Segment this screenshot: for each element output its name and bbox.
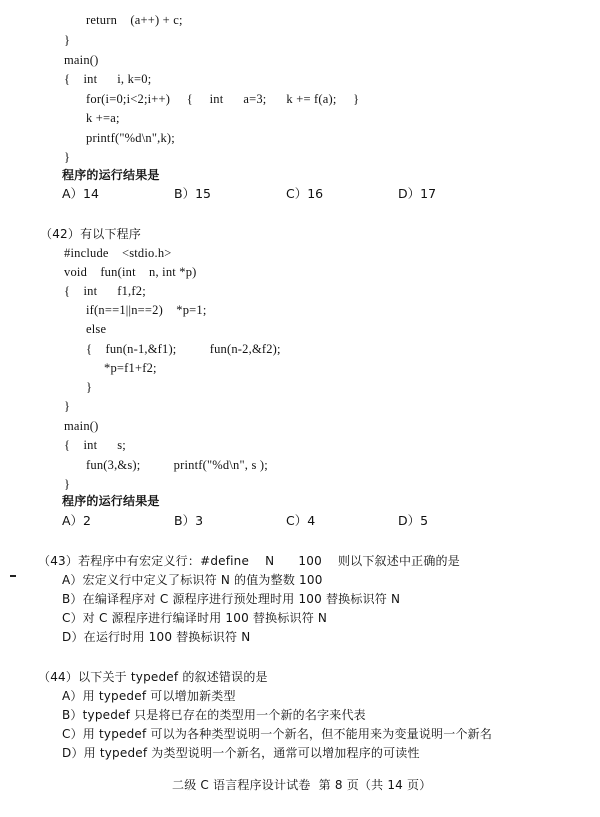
code-line: return (a++) + c; xyxy=(86,13,183,27)
code-line: printf("%d\n",k); xyxy=(86,131,175,145)
code-line: main() xyxy=(64,419,99,433)
code-line: if(n==1||n==2) *p=1; xyxy=(86,303,207,317)
q43-heading: （43）若程序中有宏定义行：#define N 100 则以下叙述中正确的是 xyxy=(38,554,460,568)
option-d: D）用 typedef 为类型说明一个新名，通常可以增加程序的可读性 xyxy=(62,746,420,760)
q42-options xyxy=(62,513,562,529)
option-c: C）4 xyxy=(286,513,316,528)
code-line: #include <stdio.h> xyxy=(64,246,172,260)
code-line: } xyxy=(64,477,71,491)
page-footer: 二级 C 语言程序设计试卷 第 8 页（共 14 页） xyxy=(172,778,432,792)
option-b: B）15 xyxy=(174,186,211,201)
option-d: D）5 xyxy=(398,513,429,528)
option-a: A）用 typedef 可以增加新类型 xyxy=(62,689,236,703)
option-b: B）在编译程序对 C 源程序进行预处理时用 100 替换标识符 N xyxy=(62,592,401,606)
code-line: else xyxy=(86,322,107,336)
option-c: C）16 xyxy=(286,186,324,201)
scan-speck xyxy=(10,575,16,577)
code-line: { int f1,f2; xyxy=(64,284,146,298)
option-a: A）2 xyxy=(62,513,92,528)
option-c: C）对 C 源程序进行编译时用 100 替换标识符 N xyxy=(62,611,328,625)
code-line: } xyxy=(64,33,71,47)
code-line: { fun(n-1,&f1); fun(n-2,&f2); xyxy=(86,342,281,356)
code-line: } xyxy=(64,150,71,164)
option-b: B）typedef 只是将已存在的类型用一个新的名字来代表 xyxy=(62,708,366,722)
q41-options xyxy=(62,186,562,202)
q44-heading: （44）以下关于 typedef 的叙述错误的是 xyxy=(38,670,268,684)
code-line: *p=f1+f2; xyxy=(104,361,157,375)
option-d: D）17 xyxy=(398,186,437,201)
option-a: A）宏定义行中定义了标识符 N 的值为整数 100 xyxy=(62,573,323,587)
code-line: void fun(int n, int *p) xyxy=(64,265,197,279)
code-line: { int s; xyxy=(64,438,126,452)
code-line: } xyxy=(86,380,93,394)
code-line: k +=a; xyxy=(86,111,120,125)
code-line: { int i, k=0; xyxy=(64,72,152,86)
code-line: } xyxy=(64,399,71,413)
option-c: C）用 typedef 可以为各种类型说明一个新名，但不能用来为变量说明一个新名 xyxy=(62,727,493,741)
q42-prompt: 程序的运行结果是 xyxy=(62,494,160,508)
code-line: main() xyxy=(64,53,99,67)
code-line: for(i=0;i<2;i++) { int a=3; k += f(a); } xyxy=(86,92,360,106)
code-line: fun(3,&s); printf("%d\n", s ); xyxy=(86,458,268,472)
q41-prompt: 程序的运行结果是 xyxy=(62,168,160,182)
option-d: D）在运行时用 100 替换标识符 N xyxy=(62,630,251,644)
option-b: B）3 xyxy=(174,513,204,528)
option-a: A）14 xyxy=(62,186,99,201)
q42-heading: （42）有以下程序 xyxy=(40,227,142,241)
